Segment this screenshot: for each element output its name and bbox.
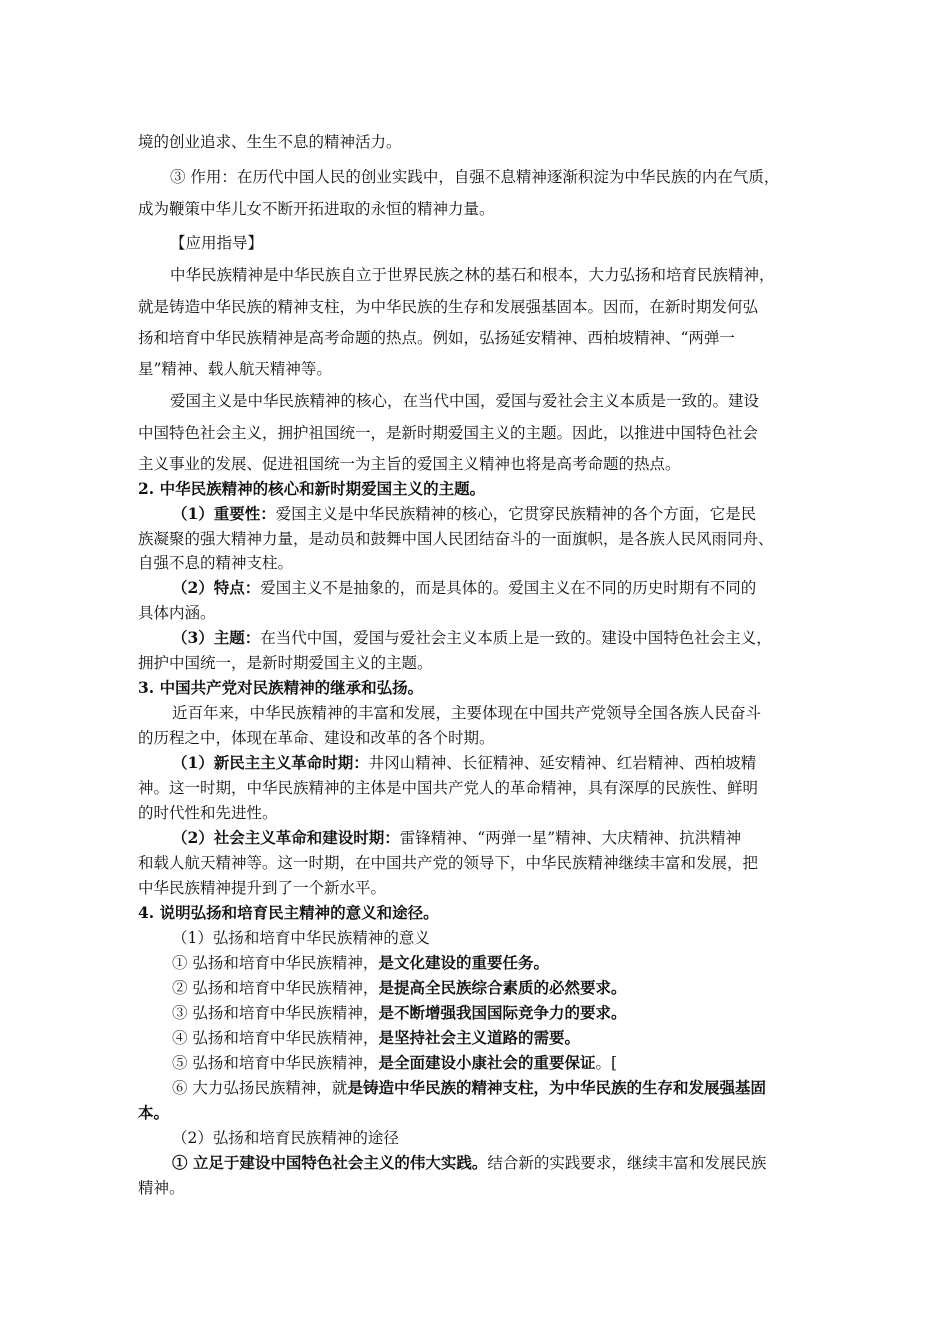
item-text: 结合新的实践要求，继续丰富和发展民族 — [487, 1154, 767, 1172]
text-line: 中华民族精神提升到了一个新水平。 — [138, 879, 387, 897]
text-line: ③ 作用：在历代中国人民的创业实践中，自强不息精神逐渐积淀为中华民族的内在气质， — [170, 168, 780, 186]
text-line: 成为鞭策中华儿女不断开拓进取的永恒的精神力量。 — [138, 200, 495, 218]
list-item — [172, 978, 626, 998]
item-emphasis: 是不断增强我国国际竞争力的要求。 — [378, 1003, 627, 1022]
item-text: ① 弘扬和培育中华民族精神， — [172, 954, 379, 972]
text-line: 星”精神、载人航天精神等。 — [138, 360, 332, 378]
item-text: 。[ — [595, 1054, 618, 1072]
subsection-title: （2）弘扬和培育民族精神的途径 — [172, 1129, 399, 1147]
subsection-title: （1）弘扬和培育中华民族精神的意义 — [172, 929, 430, 947]
text-line: 的时代性和先进性。 — [138, 804, 278, 822]
item-emphasis: 是铸造中华民族的精神支柱，为中华民族的生存和发展强基固 — [347, 1078, 766, 1097]
item-text: 在当代中国，爱国与爱社会主义本质上是一致的。建设中国特色社会主义， — [260, 629, 772, 647]
text-line: 自强不息的精神支柱。 — [138, 554, 294, 572]
item-emphasis: 是提高全民族综合素质的必然要求。 — [378, 978, 627, 997]
list-item — [172, 953, 549, 973]
item-label: （2）社会主义革命和建设时期： — [172, 828, 400, 847]
item-text: ⑤ 弘扬和培育中华民族精神， — [172, 1054, 379, 1072]
section-title: 3. 中国共产党对民族精神的继承和弘扬。 — [138, 678, 424, 697]
text-line — [172, 578, 756, 598]
list-item — [172, 1003, 626, 1023]
section-heading: 【应用指导】 — [170, 234, 264, 252]
text-line: 中国特色社会主义，拥护祖国统一，是新时期爱国主义的主题。因此，以推进中国特色社会 — [138, 424, 759, 442]
text-line — [172, 504, 756, 524]
item-emphasis: 是全面建设小康社会的重要保证 — [378, 1053, 596, 1072]
item-text: 爱国主义不是抽象的，而是具体的。爱国主义在不同的历史时期有不同的 — [260, 579, 757, 597]
text-line: 中华民族精神是中华民族自立于世界民族之林的基石和根本，大力弘扬和培育民族精神， — [170, 266, 775, 284]
item-text: ④ 弘扬和培育中华民族精神， — [172, 1029, 379, 1047]
text-line: 的历程之中，体现在革命、建设和改革的各个时期。 — [138, 729, 495, 747]
item-text: ⑥ 大力弘扬民族精神，就 — [172, 1079, 348, 1097]
text-line — [172, 753, 756, 773]
list-item — [172, 1053, 617, 1073]
item-label: （2）特点： — [172, 578, 261, 597]
text-line — [172, 628, 772, 648]
item-text: ② 弘扬和培育中华民族精神， — [172, 979, 379, 997]
text-line: 和载人航天精神等。这一时期，在中国共产党的领导下，中华民族精神继续丰富和发展，把 — [138, 854, 759, 872]
text-line: 族凝聚的强大精神力量，是动员和鼓舞中国人民团结奋斗的一面旗帜，是各族人民风雨同舟、 — [138, 530, 774, 548]
item-label: （1）重要性： — [172, 504, 276, 523]
item-text: ③ 弘扬和培育中华民族精神， — [172, 1004, 379, 1022]
item-text: 雷锋精神、“两弹一星”精神、大庆精神、抗洪精神 — [399, 829, 742, 847]
item-label: （3）主题： — [172, 628, 261, 647]
list-item — [172, 1028, 580, 1048]
text-line: 本。 — [138, 1103, 170, 1122]
item-emphasis: ① 立足于建设中国特色社会主义的伟大实践。 — [172, 1153, 488, 1172]
item-text: 井冈山精神、长征精神、延安精神、红岩精神、西柏坡精 — [368, 754, 757, 772]
section-title: 2. 中华民族精神的核心和新时期爱国主义的主题。 — [138, 479, 486, 498]
text-line: 扬和培育中华民族精神是高考命题的热点。例如，弘扬延安精神、西柏坡精神、“两弹一 — [138, 329, 735, 347]
text-line: 神。这一时期，中华民族精神的主体是中国共产党人的革命精神，具有深厚的民族性、鲜明 — [138, 779, 759, 797]
text-line: 近百年来，中华民族精神的丰富和发展，主要体现在中国共产党领导全国各族人民奋斗 — [172, 704, 762, 722]
item-text: 爱国主义是中华民族精神的核心，它贯穿民族精神的各个方面，它是民 — [275, 505, 757, 523]
text-line — [172, 828, 741, 848]
text-line: 拥护中国统一，是新时期爱国主义的主题。 — [138, 654, 433, 672]
list-item — [172, 1153, 766, 1173]
text-line: 主义事业的发展、促进祖国统一为主旨的爱国主义精神也将是高考命题的热点。 — [138, 455, 681, 473]
item-emphasis: 是文化建设的重要任务。 — [378, 953, 549, 972]
text-line: 精神。 — [138, 1179, 185, 1197]
text-line: 就是铸造中华民族的精神支柱，为中华民族的生存和发展强基固本。因而，在新时期发何弘 — [138, 298, 759, 316]
text-line: 境的创业追求、生生不息的精神活力。 — [138, 133, 402, 151]
item-label: （1）新民主主义革命时期： — [172, 753, 369, 772]
list-item — [172, 1078, 766, 1098]
text-line: 爱国主义是中华民族精神的核心，在当代中国，爱国与爱社会主义本质是一致的。建设 — [170, 392, 760, 410]
text-line: 具体内涵。 — [138, 604, 216, 622]
section-title: 4. 说明弘扬和培育民主精神的意义和途径。 — [138, 903, 439, 922]
item-emphasis: 是坚持社会主义道路的需要。 — [378, 1028, 580, 1047]
